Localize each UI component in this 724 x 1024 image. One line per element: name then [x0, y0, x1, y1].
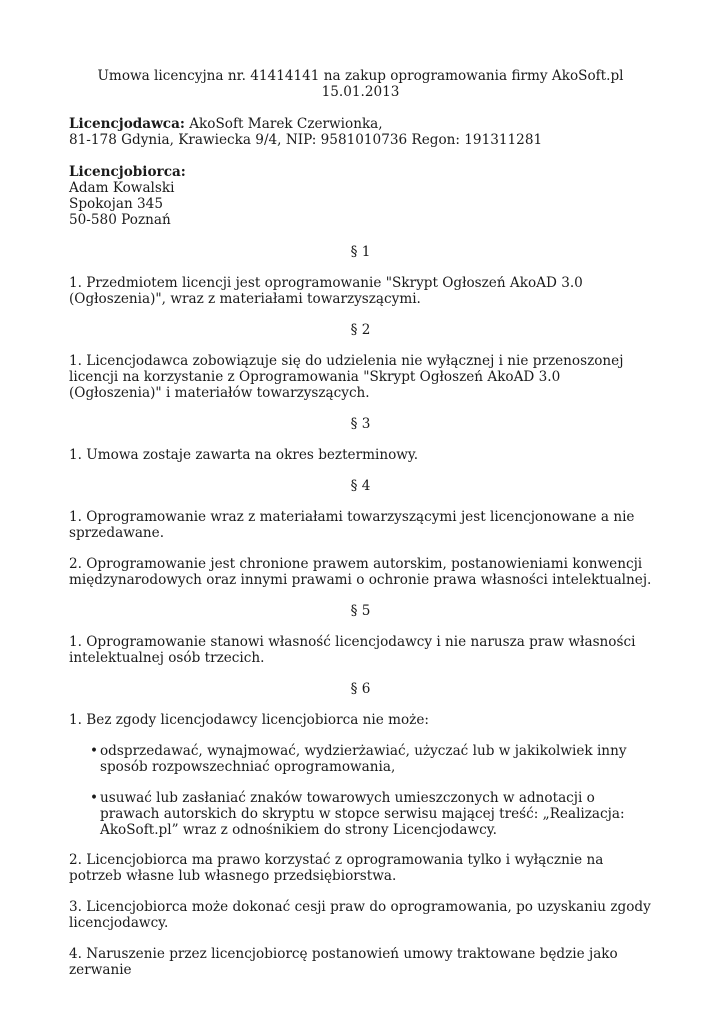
licensee-block — [69, 164, 652, 228]
licensee-street: Spokojan 345 — [69, 196, 163, 212]
section-6-clause-3: 3. Licencjobiorca może dokonać cesji praw do oprogramowania, po uzyskaniu zgody licencjodawcy. — [69, 899, 651, 931]
section-heading-5: § 5 — [350, 603, 371, 619]
bullet-icon: • — [90, 790, 99, 806]
section-5-clause-1: 1. Oprogramowanie stanowi własność licencjodawcy i nie narusza praw własności intelektualnej osób trzecich. — [69, 634, 636, 666]
bullet-icon: • — [90, 743, 99, 759]
section-6-clause-2: 2. Licencjobiorca ma prawo korzystać z oprogramowania tylko i wyłącznie na potrzeb własne lub własnego przedsiębiorstwa. — [69, 852, 604, 884]
licensor-label: Licencjodawca: — [69, 116, 185, 132]
licensee-city: 50-580 Poznań — [69, 212, 171, 228]
licensor-block — [69, 116, 652, 148]
section-1-clause-1: 1. Przedmiotem licencji jest oprogramowanie "Skrypt Ogłoszeń AkoAD 3.0 (Ogłoszenia)", wraz z materiałami towarzyszącymi. — [69, 275, 583, 307]
section-heading-6: § 6 — [350, 681, 371, 697]
licensee-name: Adam Kowalski — [69, 180, 175, 196]
list-item — [69, 790, 652, 838]
section-heading-4: § 4 — [350, 478, 371, 494]
license-document — [69, 68, 652, 993]
section-2-clause-1: 1. Licencjodawca zobowiązuje się do udzielenia nie wyłącznej i nie przenoszonej licencji na korzystanie z Oprogramowania "Skrypt Ogłoszeń AkoAD 3.0 (Ogłoszenia)" i materiałów towarzyszących. — [69, 353, 624, 401]
licensee-label: Licencjobiorca: — [69, 164, 186, 180]
licensor-name: AkoSoft Marek Czerwionka, — [184, 116, 383, 132]
section-3-clause-1: 1. Umowa zostaje zawarta na okres bezterminowy. — [69, 447, 419, 463]
section-4-clause-1: 1. Oprogramowanie wraz z materiałami towarzyszącymi jest licencjonowane a nie sprzedawane. — [69, 509, 635, 541]
list-item — [69, 743, 652, 775]
section-heading-2: § 2 — [350, 322, 371, 338]
section-heading-1: § 1 — [350, 244, 371, 260]
list-item-text: odsprzedawać, wynajmować, wydzierżawiać, użyczać lub w jakikolwiek inny sposób rozpowszechniać oprogramowania, — [100, 743, 627, 775]
licensor-line — [69, 116, 652, 132]
section-6-clause-4: 4. Naruszenie przez licencjobiorcę postanowień umowy traktowane będzie jako zerwanie — [69, 946, 618, 978]
licensor-address: 81-178 Gdynia, Krawiecka 9/4, NIP: 9581010736 Regon: 191311281 — [69, 132, 543, 148]
prohibited-actions-list — [69, 743, 652, 838]
section-4-clause-2: 2. Oprogramowanie jest chronione prawem autorskim, postanowieniami konwencji międzynarodowych oraz innymi prawami o ochronie prawa własności intelektualnej. — [69, 556, 652, 588]
list-item-text: usuwać lub zasłaniać znaków towarowych umieszczonych w adnotacji o prawach autorskich do skryptu w stopce serwisu mającej treść: „Realizacja: AkoSoft.pl” wraz z odnośnikiem do strony Licencjodawcy. — [100, 790, 625, 838]
section-6-clause-1: 1. Bez zgody licencjodawcy licencjobiorca nie może: — [69, 712, 429, 728]
document-title: Umowa licencyjna nr. 41414141 na zakup oprogramowania firmy AkoSoft.pl 15.01.2013 — [97, 68, 624, 100]
section-heading-3: § 3 — [350, 416, 371, 432]
